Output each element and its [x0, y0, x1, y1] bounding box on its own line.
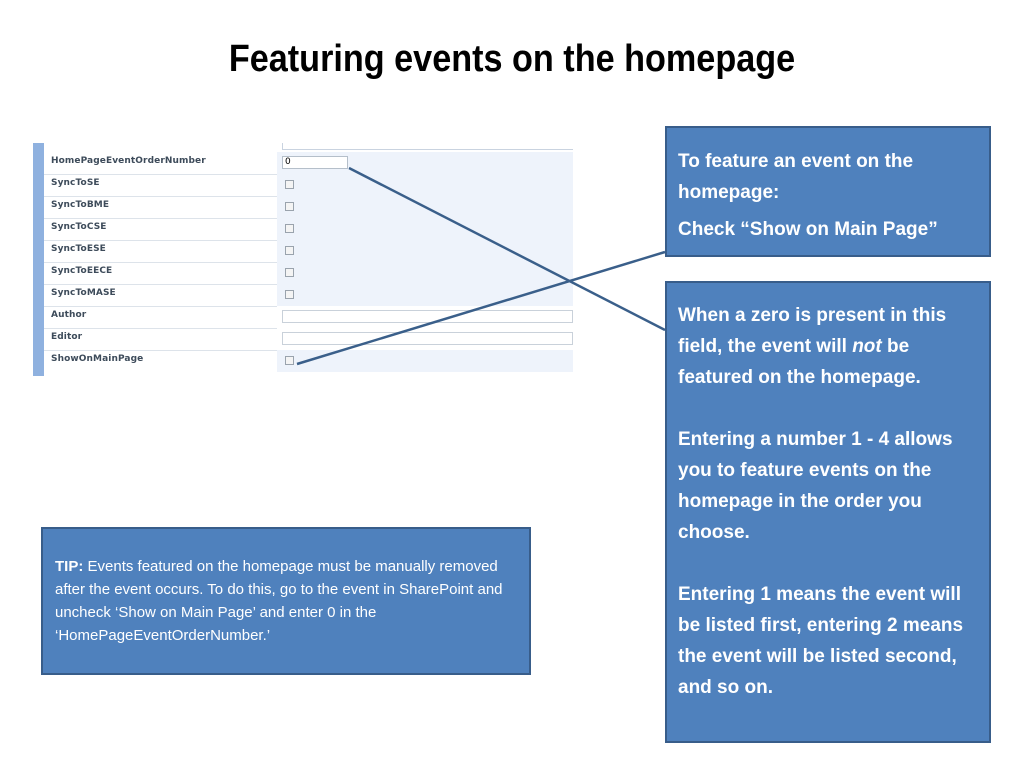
field-label: SyncToSE	[51, 178, 100, 188]
field-row-author	[44, 306, 573, 329]
slide-title: Featuring events on the homepage	[228, 38, 796, 80]
order-number-paragraph-3: Entering 1 means the event will be listed first, entering 2 means the event will be listed second, and so on.	[678, 584, 964, 698]
field-label: SyncToESE	[51, 244, 106, 254]
field-value-cell	[277, 262, 573, 284]
tip-text	[55, 555, 517, 647]
order-number-paragraph-2: Entering a number 1 - 4 allows you to feature events on the homepage in the order you choose.	[678, 429, 953, 543]
field-row-synctocse	[44, 218, 573, 241]
event-properties-form	[33, 143, 573, 376]
homepage-event-order-number-input[interactable]: 0	[282, 156, 348, 169]
form-top-field-edge	[282, 143, 573, 150]
field-value-cell	[277, 196, 573, 218]
field-label: Editor	[51, 332, 83, 342]
field-label: ShowOnMainPage	[51, 354, 144, 364]
field-label: SyncToMASE	[51, 288, 116, 298]
paragraph-spacer	[678, 548, 979, 579]
show-on-main-page-checkbox[interactable]	[285, 356, 294, 365]
tip-body: Events featured on the homepage must be manually removed after the event occurs. To do this, go to the event in SharePoint and uncheck ‘Show on Main Page’ and enter 0 in the ‘HomePageEventOrderNumber.’	[55, 558, 503, 644]
order-number-paragraph-1	[678, 300, 979, 393]
sync-to-bme-checkbox[interactable]	[285, 202, 294, 211]
field-value-cell	[277, 328, 573, 350]
field-value-cell	[277, 306, 573, 328]
editor-field[interactable]	[282, 332, 573, 345]
paragraph-spacer	[678, 393, 979, 424]
sync-to-se-checkbox[interactable]	[285, 180, 294, 189]
field-label: HomePageEventOrderNumber	[51, 156, 206, 166]
sync-to-mase-checkbox[interactable]	[285, 290, 294, 299]
field-label: SyncToCSE	[51, 222, 107, 232]
field-row-showonmainpage	[44, 350, 573, 372]
feature-instructions-line2: Check “Show on Main Page”	[678, 219, 938, 240]
paragraph-text: be featured on the homepage.	[678, 336, 921, 388]
field-value-cell	[277, 284, 573, 306]
field-label: Author	[51, 310, 87, 320]
field-row-synctoese	[44, 240, 573, 263]
author-field[interactable]	[282, 310, 573, 323]
feature-instructions-callout	[665, 126, 991, 257]
field-value-cell	[277, 240, 573, 262]
sync-to-ese-checkbox[interactable]	[285, 246, 294, 255]
tip-callout	[41, 527, 531, 675]
tip-label: TIP:	[55, 558, 84, 575]
field-row-synctomase	[44, 284, 573, 307]
field-value-cell	[277, 174, 573, 196]
paragraph-text: When a zero is present in this field, the event will	[678, 305, 947, 357]
field-row-synctoeece	[44, 262, 573, 285]
emphasis-text: not	[852, 336, 882, 357]
field-value-cell	[277, 218, 573, 240]
sync-to-cse-checkbox[interactable]	[285, 224, 294, 233]
field-value-cell	[277, 152, 573, 174]
sync-to-eece-checkbox[interactable]	[285, 268, 294, 277]
field-value-cell	[277, 350, 573, 372]
feature-instructions-line1: To feature an event on the homepage:	[678, 151, 914, 203]
field-label: SyncToBME	[51, 200, 110, 210]
field-row-synctobme	[44, 196, 573, 219]
field-row-homepageeventordernumber	[44, 152, 573, 175]
order-number-callout	[665, 281, 991, 743]
field-row-editor	[44, 328, 573, 351]
field-row-synctose	[44, 174, 573, 197]
field-label: SyncToEECE	[51, 266, 113, 276]
